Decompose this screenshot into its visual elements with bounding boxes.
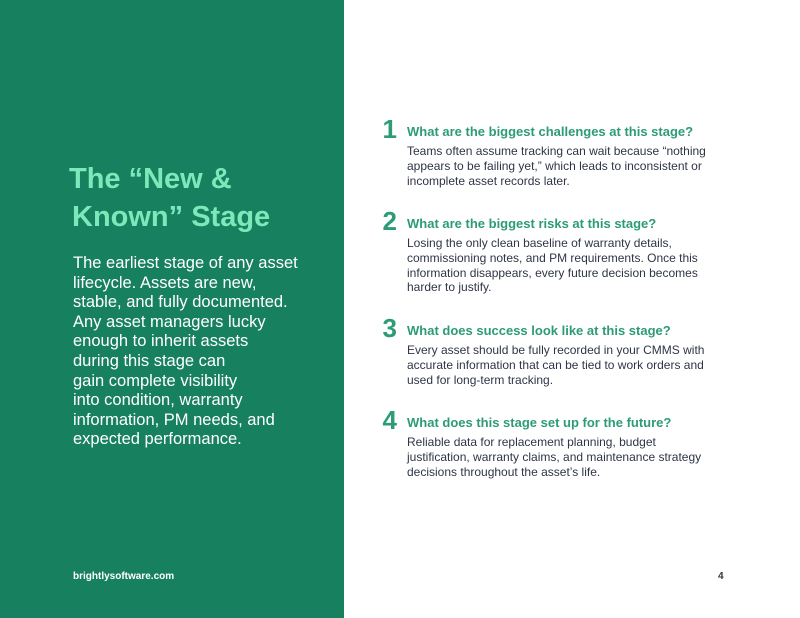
intro-line: enough to inherit assets	[73, 332, 249, 351]
answer-text	[407, 236, 737, 295]
intro-line: expected performance.	[73, 430, 242, 449]
left-panel	[0, 0, 344, 618]
intro-line: The earliest stage of any asset	[73, 254, 298, 272]
answer-text	[407, 435, 737, 479]
question-number: 4	[382, 405, 397, 435]
answer-line: justification, warranty claims, and maintenance strategy	[407, 449, 702, 464]
answer-line: Every asset should be fully recorded in your CMMS with	[407, 343, 705, 357]
answer-line: commissioning notes, and PM requirements. Once this	[407, 250, 698, 265]
intro-line: stable, and fully documented.	[73, 293, 288, 312]
intro-paragraph	[73, 254, 323, 450]
answer-line: Losing the only clean baseline of warranty details,	[407, 236, 672, 250]
answer-text	[407, 343, 737, 387]
intro-line: during this stage can	[73, 351, 226, 370]
intro-line: information, PM needs, and	[73, 410, 275, 429]
answer-text	[407, 144, 737, 188]
page-number: 4	[718, 571, 724, 582]
question-number: 2	[382, 206, 397, 236]
page-title	[69, 160, 329, 236]
question-heading: What are the biggest challenges at this stage?	[407, 124, 694, 139]
question-heading: What are the biggest risks at this stage?	[407, 216, 657, 231]
intro-line: into condition, warranty	[73, 391, 243, 410]
title-line-1: The “New &	[69, 163, 232, 195]
intro-line: Any asset managers lucky	[73, 312, 266, 331]
answer-line: information disappears, every future decision becomes	[407, 265, 698, 280]
question-heading: What does success look like at this stage?	[407, 323, 671, 338]
intro-line: lifecycle. Assets are new,	[73, 273, 257, 292]
title-line-2: Known” Stage	[72, 201, 271, 233]
question-heading: What does this stage set up for the future?	[407, 415, 672, 430]
intro-line: gain complete visibility	[73, 371, 238, 390]
answer-line: harder to justify.	[407, 280, 492, 295]
answer-line: incomplete asset records later.	[407, 173, 570, 188]
question-number: 1	[382, 114, 397, 144]
footer-website-link[interactable]: brightlysoftware.com	[73, 571, 175, 582]
answer-line: Teams often assume tracking can wait because “nothing	[407, 144, 706, 158]
answer-line: appears to be failing yet,” which leads to inconsistent or	[407, 158, 702, 173]
question-number: 3	[382, 313, 397, 343]
answer-line: decisions throughout the asset’s life.	[407, 464, 601, 479]
answer-line: Reliable data for replacement planning, budget	[407, 435, 656, 449]
answer-line: accurate information that can be tied to work orders and	[407, 357, 704, 372]
answer-line: used for long-term tracking.	[407, 372, 554, 387]
